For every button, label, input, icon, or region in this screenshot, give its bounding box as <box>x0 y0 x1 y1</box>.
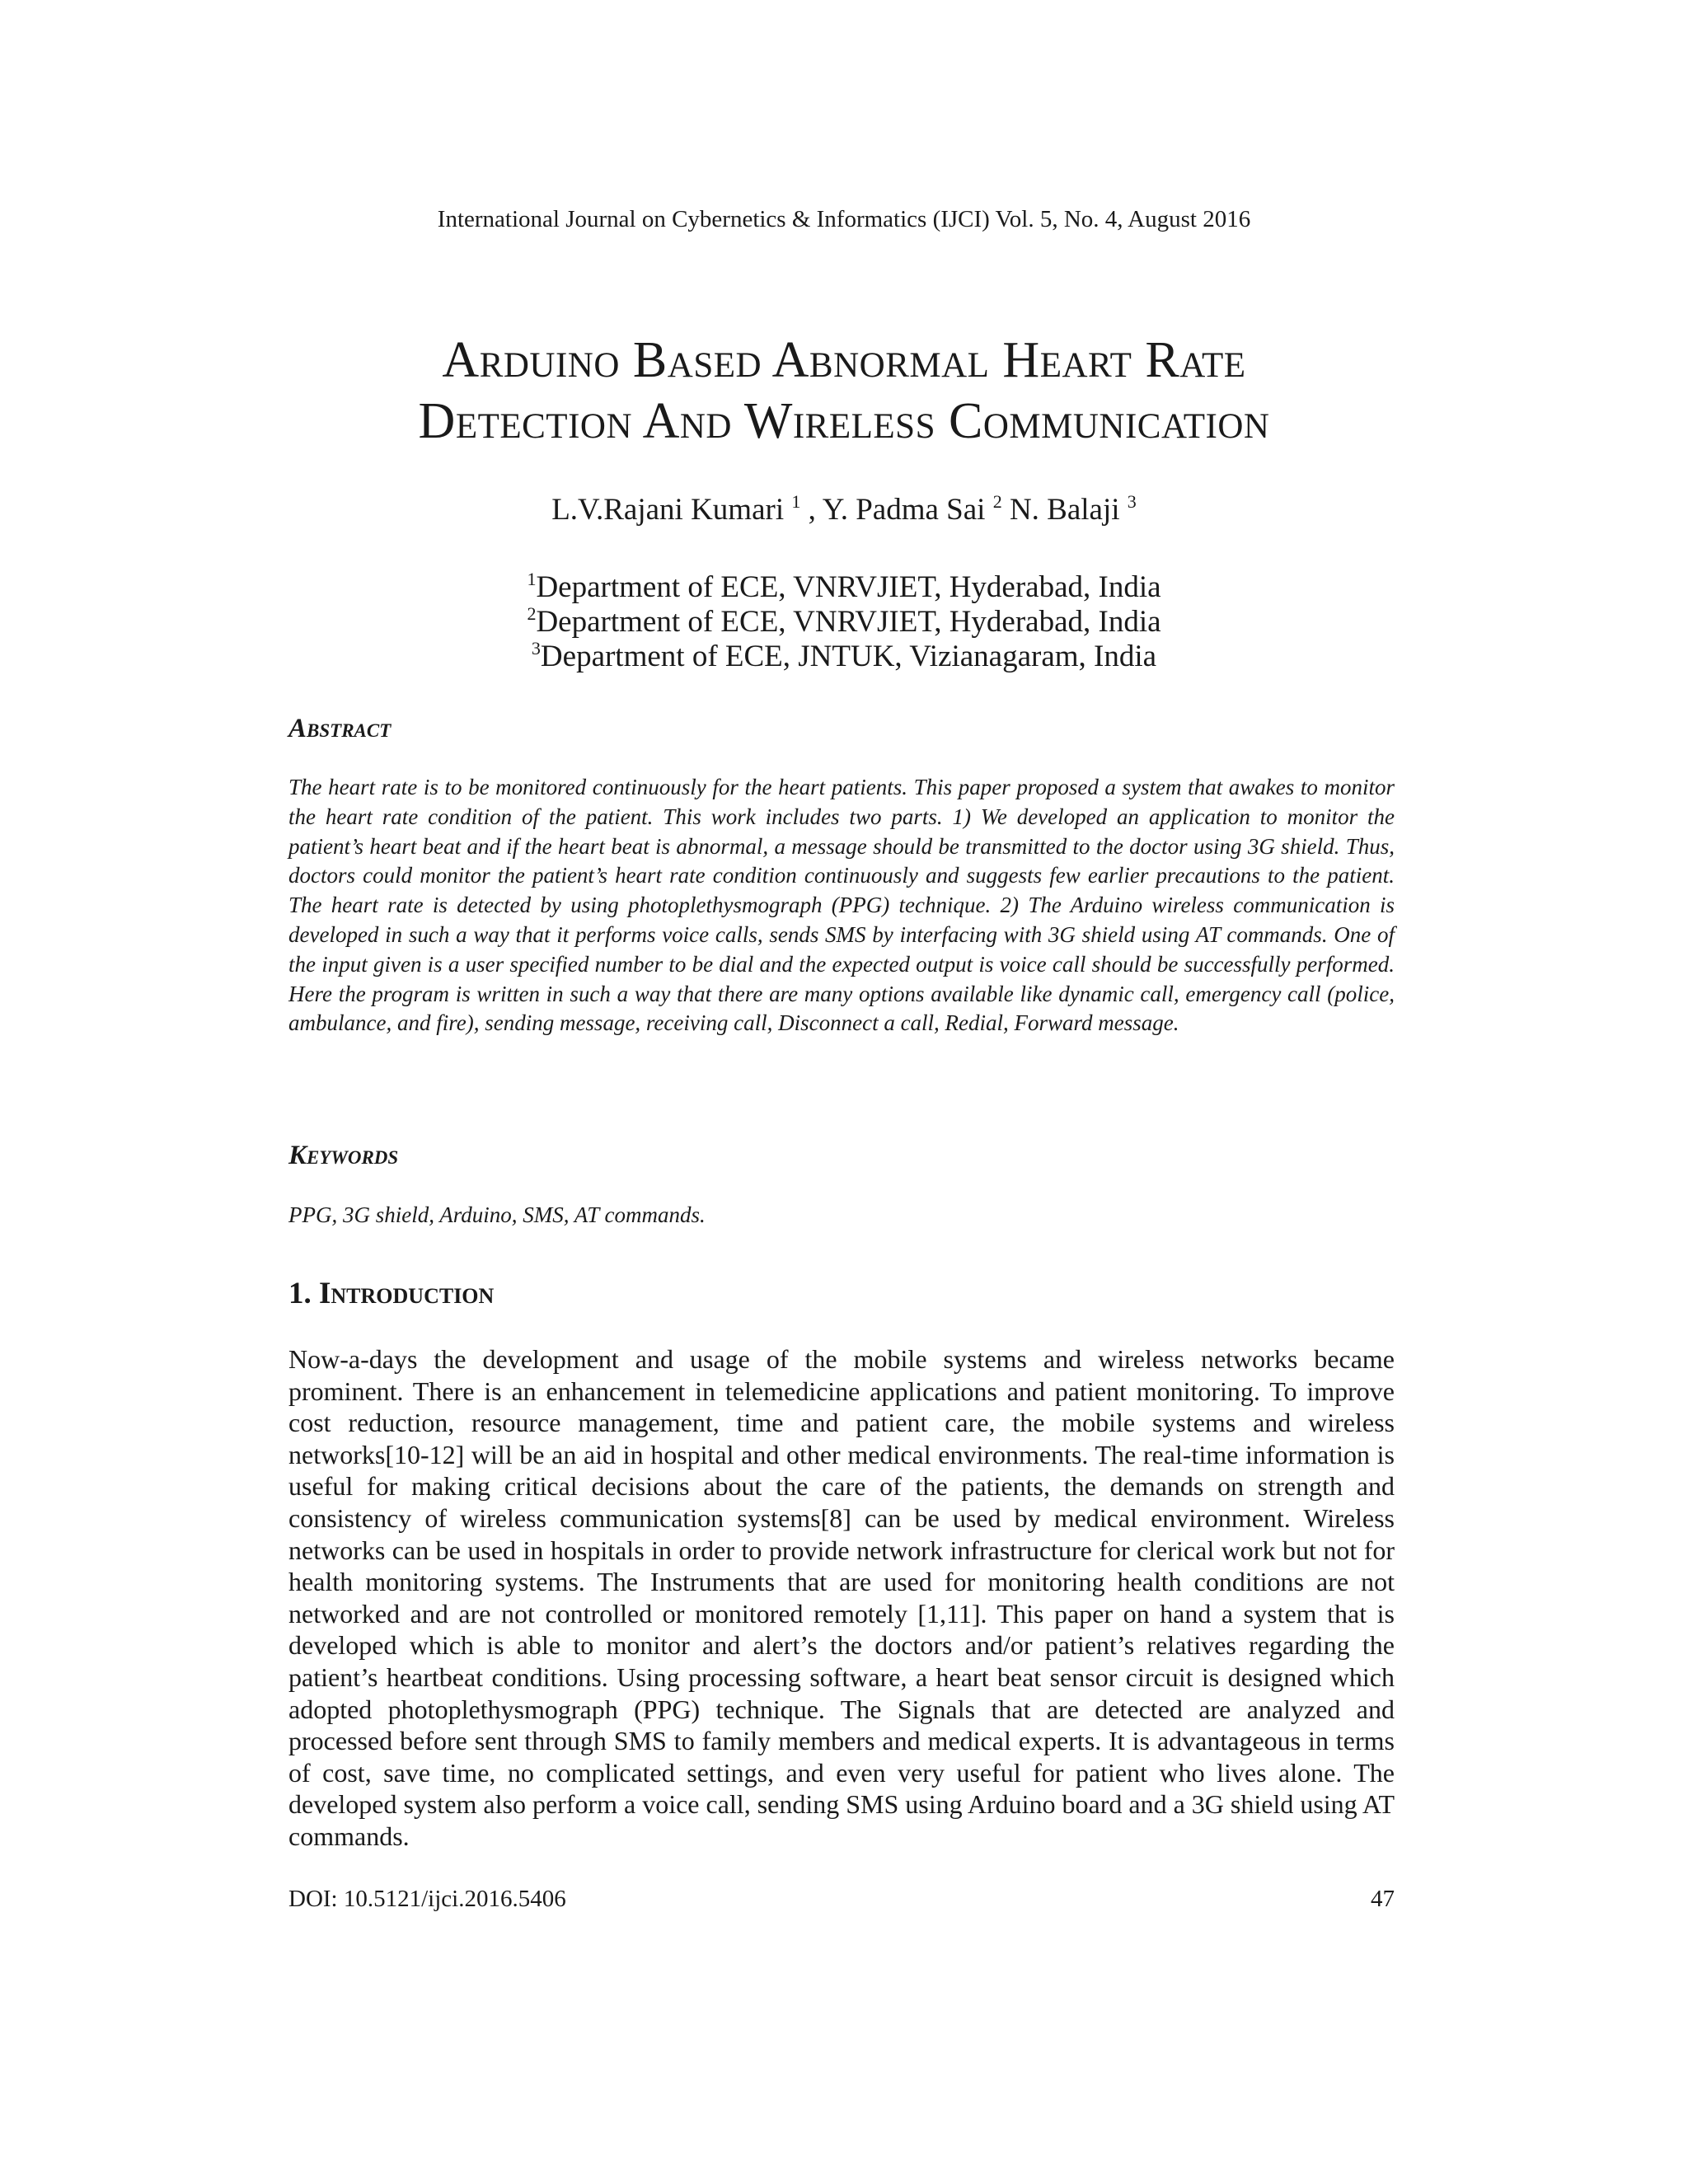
author-list <box>0 491 1688 529</box>
affiliation-list <box>0 570 1688 674</box>
abstract-heading: Abstract <box>288 714 392 743</box>
page-number: 47 <box>1371 1886 1395 1912</box>
title-line-1: Arduino Based Abnormal Heart Rate <box>442 332 1246 388</box>
affiliation-text: Department of ECE, JNTUK, Vizianagaram, India <box>540 640 1157 673</box>
keywords-heading: Keywords <box>288 1141 399 1170</box>
title-line-2: Detection And Wireless Communication <box>418 393 1270 449</box>
affiliation-mark: 3 <box>531 638 541 658</box>
author-name: N. Balaji <box>1009 493 1120 527</box>
abstract-body: The heart rate is to be monitored continuously for the heart patients. This paper proposed a system that awakes to monitor the heart rate condition of the patient. This work includes two parts. 1) We developed an application to monitor the patient’s heart beat and if the heart beat is abnormal, a message should be transmitted to the doctor using 3G shield. Thus, doctors could monitor the patient’s heart rate condition continuously and suggests few earlier precautions to the patient. The heart rate is detected by using photoplethysmograph (PPG) technique. 2) The Arduino wireless communication is developed in such a way that it performs voice calls, sends SMS by interfacing with 3G shield using AT commands. One of the input given is a user specified number to be dial and the expected output is voice call should be successfully performed. Here the program is written in such a way that there are many options available like dynamic call, emergency call (police, ambulance, and fire), sending message, receiving call, Disconnect a call, Redial, Forward message. <box>288 775 1395 1036</box>
affiliation <box>0 570 1688 605</box>
affiliation-text: Department of ECE, VNRVJIET, Hyderabad, India <box>536 570 1161 604</box>
running-header: International Journal on Cybernetics & Informatics (IJCI) Vol. 5, No. 4, August 2016 <box>437 206 1251 232</box>
affiliation <box>0 640 1688 674</box>
affiliation-mark: 2 <box>527 603 537 624</box>
author-affiliation-mark: 3 <box>1127 491 1137 512</box>
introduction-heading: 1. Introduction <box>288 1277 495 1310</box>
affiliation-text: Department of ECE, VNRVJIET, Hyderabad, India <box>536 605 1161 639</box>
author-name: Y. Padma Sai <box>822 493 986 527</box>
affiliation <box>0 605 1688 640</box>
author-affiliation-mark: 2 <box>992 491 1002 512</box>
affiliation-mark: 1 <box>527 569 537 589</box>
introduction-body: Now-a-days the development and usage of the mobile systems and wireless networks became prominent. There is an enhancement in telemedicine applications and patient monitoring. To improve cost reduction, resource management, time and patient care, the mobile systems and wireless networks[10-12] will be an aid in hospital and other medical environments. The real-time information is useful for making critical decisions about the care of the patients, the demands on strength and consistency of wireless communication systems[8] can be used by medical environment. Wireless networks can be used in hospitals in order to provide network infrastructure for clerical work but not for health monitoring systems. The Instruments that are used for monitoring health conditions are not networked and are not controlled or monitored remotely [1,11]. This paper on hand a system that is developed which is able to monitor and alert’s the doctors and/or patient’s relatives regarding the patient’s heartbeat conditions. Using processing software, a heart beat sensor circuit is designed which adopted photoplethysmograph (PPG) technique. The Signals that are detected are analyzed and processed before sent through SMS to family members and medical experts. It is advantageous in terms of cost, save time, no complicated settings, and even very useful for patient who lives alone. The developed system also perform a voice call, sending SMS using Arduino board and a 3G shield using AT commands. <box>288 1344 1395 1851</box>
keywords-body: PPG, 3G shield, Arduino, SMS, AT commands. <box>288 1202 706 1227</box>
footer-doi: DOI: 10.5121/ijci.2016.5406 <box>288 1886 566 1912</box>
author-name: L.V.Rajani Kumari <box>551 493 785 527</box>
author-separator: , <box>800 493 823 527</box>
paper-title <box>0 330 1688 452</box>
author-affiliation-mark: 1 <box>791 491 801 512</box>
